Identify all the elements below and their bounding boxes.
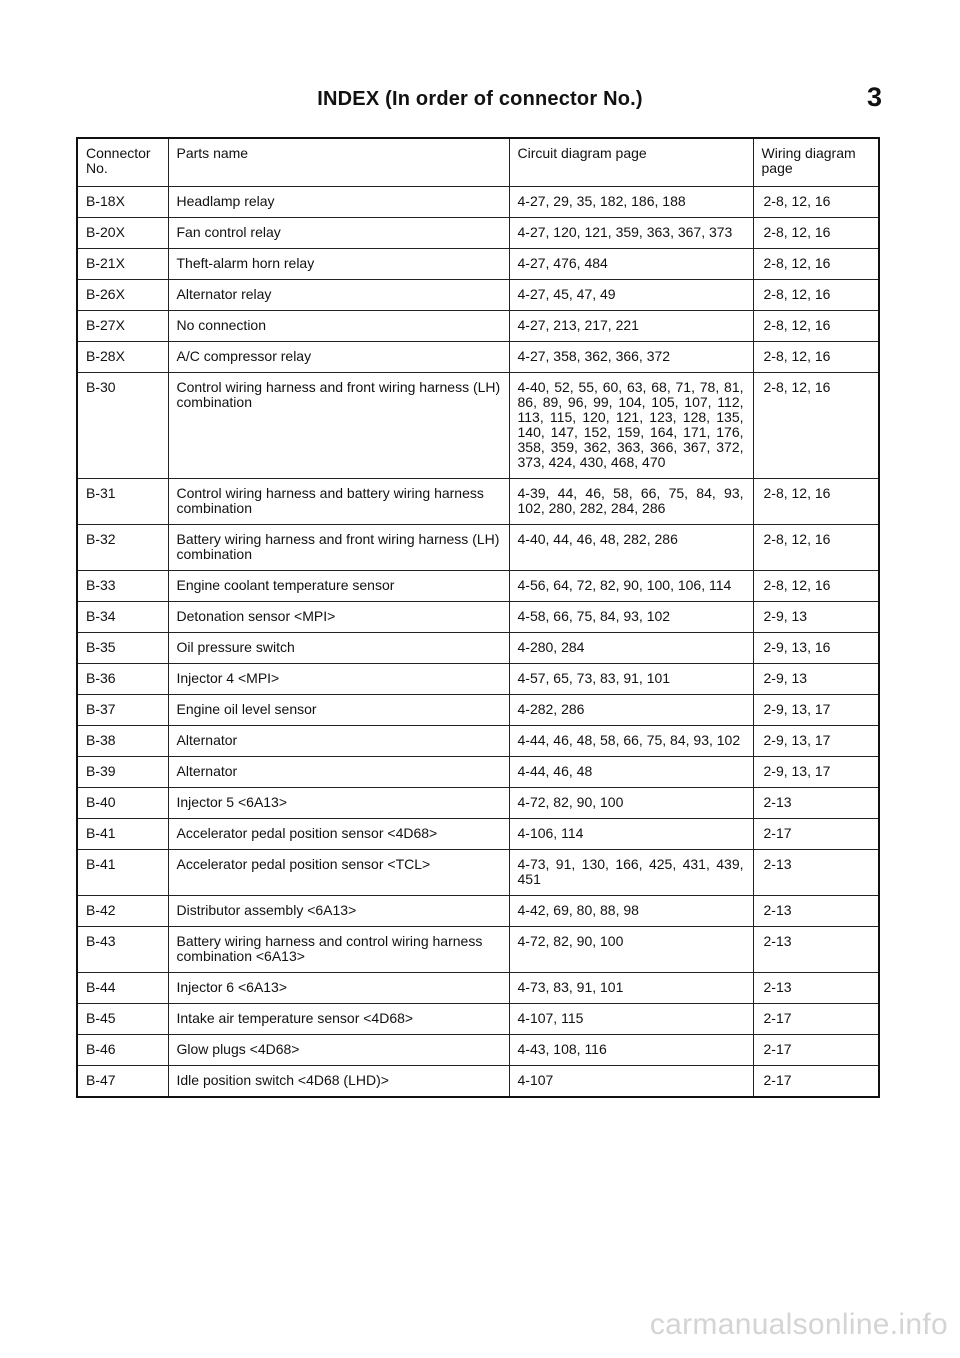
circuit-page-cell: 4-73, 91, 130, 166, 425, 431, 439, 451 [509, 850, 753, 896]
wiring-page-cell: 2-8, 12, 16 [753, 187, 879, 218]
table-row [77, 927, 879, 973]
circuit-page-cell: 4-27, 29, 35, 182, 186, 188 [509, 187, 753, 218]
table-body [77, 187, 879, 1098]
connector-cell: B-40 [77, 788, 168, 819]
parts-name-cell: Injector 6 <6A13> [168, 973, 509, 1004]
parts-name-cell: Detonation sensor <MPI> [168, 602, 509, 633]
page-number: 3 [866, 82, 882, 112]
wiring-page-cell: 2-8, 12, 16 [753, 342, 879, 373]
table-row [77, 896, 879, 927]
connector-cell: B-38 [77, 726, 168, 757]
connector-cell: B-20X [77, 218, 168, 249]
parts-name-cell: Theft-alarm horn relay [168, 249, 509, 280]
circuit-page-cell: 4-107 [509, 1066, 753, 1098]
parts-name-cell: Alternator relay [168, 280, 509, 311]
wiring-page-cell: 2-8, 12, 16 [753, 249, 879, 280]
parts-name-cell: Engine coolant temperature sensor [168, 571, 509, 602]
connector-index-table [76, 137, 880, 1098]
connector-cell: B-28X [77, 342, 168, 373]
table-row [77, 525, 879, 571]
table-row [77, 850, 879, 896]
parts-name-cell: Intake air temperature sensor <4D68> [168, 1004, 509, 1035]
wiring-page-cell: 2-8, 12, 16 [753, 525, 879, 571]
circuit-page-cell: 4-43, 108, 116 [509, 1035, 753, 1066]
wiring-page-cell: 2-17 [753, 819, 879, 850]
circuit-page-cell: 4-42, 69, 80, 88, 98 [509, 896, 753, 927]
table-row [77, 664, 879, 695]
circuit-page-cell: 4-44, 46, 48, 58, 66, 75, 84, 93, 102 [509, 726, 753, 757]
connector-cell: B-35 [77, 633, 168, 664]
wiring-page-cell: 2-13 [753, 927, 879, 973]
table-row [77, 1035, 879, 1066]
connector-cell: B-46 [77, 1035, 168, 1066]
table-row [77, 819, 879, 850]
column-header-parts-name: Parts name [168, 138, 509, 187]
circuit-page-cell: 4-73, 83, 91, 101 [509, 973, 753, 1004]
connector-cell: B-34 [77, 602, 168, 633]
wiring-page-cell: 2-9, 13, 17 [753, 726, 879, 757]
table-row [77, 726, 879, 757]
circuit-page-cell: 4-27, 45, 47, 49 [509, 280, 753, 311]
table-row [77, 218, 879, 249]
column-header-connector: Connector No. [77, 138, 168, 187]
table-row [77, 973, 879, 1004]
parts-name-cell: Fan control relay [168, 218, 509, 249]
watermark-text: carmanualsonline.info [649, 1308, 948, 1341]
wiring-page-cell: 2-8, 12, 16 [753, 479, 879, 525]
table-row [77, 187, 879, 218]
circuit-page-cell: 4-56, 64, 72, 82, 90, 100, 106, 114 [509, 571, 753, 602]
connector-cell: B-41 [77, 850, 168, 896]
wiring-page-cell: 2-8, 12, 16 [753, 280, 879, 311]
parts-name-cell: A/C compressor relay [168, 342, 509, 373]
connector-cell: B-31 [77, 479, 168, 525]
wiring-page-cell: 2-9, 13, 17 [753, 757, 879, 788]
circuit-page-cell: 4-27, 476, 484 [509, 249, 753, 280]
circuit-page-cell: 4-72, 82, 90, 100 [509, 788, 753, 819]
wiring-page-cell: 2-9, 13 [753, 602, 879, 633]
table-row [77, 571, 879, 602]
parts-name-cell: Battery wiring harness and front wiring harness (LH) combination [168, 525, 509, 571]
parts-name-cell: Accelerator pedal position sensor <4D68> [168, 819, 509, 850]
connector-cell: B-33 [77, 571, 168, 602]
parts-name-cell: Glow plugs <4D68> [168, 1035, 509, 1066]
parts-name-cell: Injector 5 <6A13> [168, 788, 509, 819]
table-row [77, 602, 879, 633]
connector-cell: B-37 [77, 695, 168, 726]
parts-name-cell: Engine oil level sensor [168, 695, 509, 726]
parts-name-cell: Alternator [168, 757, 509, 788]
column-header-wiring-page: Wiring diagram page [753, 138, 879, 187]
connector-cell: B-32 [77, 525, 168, 571]
parts-name-cell: Alternator [168, 726, 509, 757]
connector-cell: B-27X [77, 311, 168, 342]
circuit-page-cell: 4-58, 66, 75, 84, 93, 102 [509, 602, 753, 633]
parts-name-cell: Accelerator pedal position sensor <TCL> [168, 850, 509, 896]
table-row [77, 342, 879, 373]
connector-cell: B-41 [77, 819, 168, 850]
wiring-page-cell: 2-17 [753, 1035, 879, 1066]
parts-name-cell: Oil pressure switch [168, 633, 509, 664]
table-row [77, 788, 879, 819]
connector-cell: B-45 [77, 1004, 168, 1035]
circuit-page-cell: 4-72, 82, 90, 100 [509, 927, 753, 973]
circuit-page-cell: 4-39, 44, 46, 58, 66, 75, 84, 93, 102, 280, 282, 284, 286 [509, 479, 753, 525]
circuit-page-cell: 4-57, 65, 73, 83, 91, 101 [509, 664, 753, 695]
connector-cell: B-39 [77, 757, 168, 788]
parts-name-cell: Control wiring harness and front wiring harness (LH) combination [168, 373, 509, 479]
connector-cell: B-42 [77, 896, 168, 927]
wiring-page-cell: 2-17 [753, 1066, 879, 1098]
wiring-page-cell: 2-9, 13, 17 [753, 695, 879, 726]
circuit-page-cell: 4-40, 52, 55, 60, 63, 68, 71, 78, 81, 86, 89, 96, 99, 104, 105, 107, 112, 113, 115, 120, 121, 123, 128, 135, 140, 147, 152, 159, 164, 171, 176, 358, 359, 362, 363, 366, 367, 372, 373, 424, 430, 468, 470 [509, 373, 753, 479]
parts-name-cell: Injector 4 <MPI> [168, 664, 509, 695]
wiring-page-cell: 2-13 [753, 896, 879, 927]
wiring-page-cell: 2-9, 13, 16 [753, 633, 879, 664]
wiring-page-cell: 2-8, 12, 16 [753, 218, 879, 249]
parts-name-cell: Control wiring harness and battery wiring harness combination [168, 479, 509, 525]
table-row [77, 633, 879, 664]
wiring-page-cell: 2-8, 12, 16 [753, 373, 879, 479]
circuit-page-cell: 4-44, 46, 48 [509, 757, 753, 788]
connector-cell: B-43 [77, 927, 168, 973]
page-title: INDEX (In order of connector No.) [317, 88, 643, 110]
table-row [77, 311, 879, 342]
circuit-page-cell: 4-40, 44, 46, 48, 282, 286 [509, 525, 753, 571]
wiring-page-cell: 2-13 [753, 788, 879, 819]
parts-name-cell: No connection [168, 311, 509, 342]
table-row [77, 1066, 879, 1098]
connector-cell: B-44 [77, 973, 168, 1004]
circuit-page-cell: 4-107, 115 [509, 1004, 753, 1035]
circuit-page-cell: 4-106, 114 [509, 819, 753, 850]
connector-cell: B-47 [77, 1066, 168, 1098]
circuit-page-cell: 4-282, 286 [509, 695, 753, 726]
parts-name-cell: Distributor assembly <6A13> [168, 896, 509, 927]
parts-name-cell: Headlamp relay [168, 187, 509, 218]
connector-cell: B-26X [77, 280, 168, 311]
wiring-page-cell: 2-17 [753, 1004, 879, 1035]
table-row [77, 249, 879, 280]
parts-name-cell: Idle position switch <4D68 (LHD)> [168, 1066, 509, 1098]
table-row [77, 695, 879, 726]
column-header-circuit-page: Circuit diagram page [509, 138, 753, 187]
table-row [77, 280, 879, 311]
table-header-row [77, 138, 879, 187]
circuit-page-cell: 4-280, 284 [509, 633, 753, 664]
connector-cell: B-36 [77, 664, 168, 695]
connector-cell: B-21X [77, 249, 168, 280]
wiring-page-cell: 2-9, 13 [753, 664, 879, 695]
wiring-page-cell: 2-13 [753, 850, 879, 896]
circuit-page-cell: 4-27, 120, 121, 359, 363, 367, 373 [509, 218, 753, 249]
parts-name-cell: Battery wiring harness and control wiring harness combination <6A13> [168, 927, 509, 973]
table-row [77, 1004, 879, 1035]
table-row [77, 757, 879, 788]
table-row [77, 479, 879, 525]
wiring-page-cell: 2-13 [753, 973, 879, 1004]
wiring-page-cell: 2-8, 12, 16 [753, 311, 879, 342]
circuit-page-cell: 4-27, 213, 217, 221 [509, 311, 753, 342]
wiring-page-cell: 2-8, 12, 16 [753, 571, 879, 602]
connector-cell: B-30 [77, 373, 168, 479]
circuit-page-cell: 4-27, 358, 362, 366, 372 [509, 342, 753, 373]
connector-cell: B-18X [77, 187, 168, 218]
table-row [77, 373, 879, 479]
